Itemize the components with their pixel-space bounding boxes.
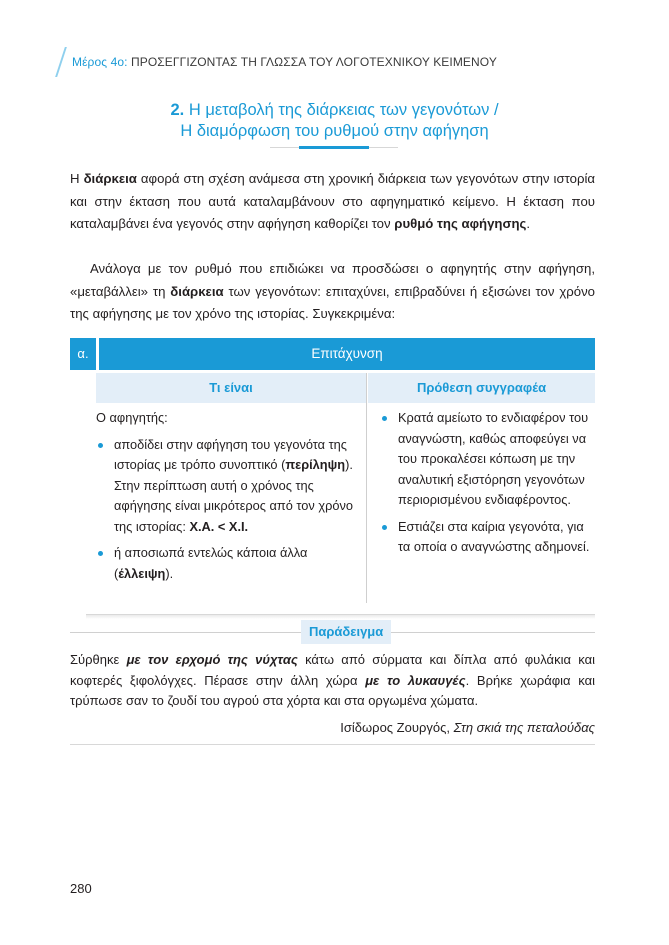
emphasis: με τον ερχομό της νύχτας [126, 652, 298, 667]
section-title-line2: Η διαμόρφωση του ρυθμού στην αφήγηση [180, 122, 489, 140]
text: κάτω από σύρματα και δίπλα από φυλάκια και κοφτερές ξιφολόγχες. Πέρασε στην άλλη χώρα [70, 652, 595, 688]
text: Κρατά αμείωτο το ενδιαφέρον του αναγνώστη, καθώς αποφεύγει να του προκαλέσει κόπωση με την αναλυτική εξιστόρηση γεγονότων περιορισμένου ενδιαφέροντος. [398, 410, 589, 507]
paragraph-change [70, 258, 595, 326]
example-label: Παράδειγμα [301, 620, 391, 644]
running-header [72, 55, 497, 69]
list-item [380, 517, 595, 558]
term-duration: διάρκεια [83, 171, 137, 186]
header-decoration [55, 47, 67, 77]
text: . Βρήκε χωράφια και τρύπωσε σαν το ζουδί του αγρού στα χόρτα και στα οργωμένα χώματα. [70, 672, 596, 708]
text: ή αποσιωπά εντελώς κάποια άλλα ( [114, 545, 308, 581]
table-heading: Επιτάχυνση [99, 338, 595, 370]
section-title [0, 100, 669, 142]
intent-list [380, 408, 595, 558]
column-divider [366, 373, 367, 603]
term-summary: περίληψη [285, 457, 346, 472]
text: Σύρθηκε [70, 652, 127, 667]
text: ). Στην περίπτωση αυτή ο χρόνος της αφήγησης είναι μικρότερος από τον χρόνο της ιστορίας: [114, 457, 353, 534]
bullet-icon [382, 525, 387, 530]
header-title: ΠΡΟΣΕΓΓΙΖΟΝΤΑΣ ΤΗ ΓΛΩΣΣΑ ΤΟΥ ΛΟΓΟΤΕΧΝΙΚΟΥ ΚΕΙΜΕΝΟΥ [130, 55, 497, 69]
term-duration: διάρκεια [170, 283, 224, 299]
example-text [70, 650, 595, 712]
acceleration-table [70, 338, 595, 614]
table-label: α. [70, 338, 96, 370]
bullet-icon [382, 416, 387, 421]
header-part: Μέρος 4ο: [72, 55, 128, 69]
text: Η [70, 171, 84, 186]
text: Ανάλογα με τον ρυθμό που επιδιώκει να προσδώσει ο αφηγητής στην αφήγηση, «μεταβάλλει» τη [70, 261, 595, 299]
source-author: Ισίδωρος Ζουργός, [340, 720, 450, 735]
example-source [340, 718, 595, 738]
page-number: 280 [70, 881, 92, 896]
text: αφορά στη σχέση ανάμεσα στη χρονική διάρκεια των γεγονότων στην ιστορία και στην έκταση που αυτά καταλαμβάνουν στο αφηγηματικό κείμενο. Η έκταση που καταλαμβάνει ένα γεγονός στην αφήγηση καθορίζει τον [70, 171, 595, 231]
bullet-icon [98, 551, 103, 556]
table-shadow [86, 615, 595, 619]
emphasis: με το λυκαυγές [365, 672, 466, 688]
section-number: 2. [170, 101, 185, 119]
list-item [380, 408, 595, 511]
formula: Χ.Α. < Χ.Ι. [189, 518, 249, 534]
column-header-intent: Πρόθεση συγγραφέα [368, 373, 595, 403]
text: ). [165, 565, 174, 581]
column-intent [380, 408, 595, 564]
term-rhythm: ρυθμό της αφήγησης [394, 216, 527, 231]
example-bottom-border [70, 744, 595, 745]
narrator-intro: Ο αφηγητής: [96, 410, 168, 425]
text: των γεγονότων: επιταχύνει, επιβραδύνει ή εξισώνει τον χρόνο της αφήγησης με τον χρόνο της ιστορίας. Συγκεκριμένα: [70, 283, 595, 321]
section-title-line1: Η μεταβολή της διάρκειας των γεγονότων / [188, 101, 499, 119]
text: . [526, 216, 531, 231]
title-underline [299, 146, 369, 149]
list-item [96, 435, 358, 538]
what-list [96, 435, 358, 585]
bullet-icon [98, 443, 103, 448]
text: Εστιάζει στα καίρια γεγονότα, για τα οποία ο αναγνώστης αδημονεί. [398, 518, 590, 554]
text: αποδίδει στην αφήγηση του γεγονότα της ιστορίας με τρόπο συνοπτικό ( [114, 436, 347, 472]
term-ellipsis: έλλειψη [118, 565, 166, 581]
paragraph-duration [70, 168, 595, 236]
column-header-what: Τι είναι [96, 373, 366, 403]
source-work: Στη σκιά της πεταλούδας [453, 720, 595, 735]
column-what [96, 408, 358, 590]
list-item [96, 543, 358, 584]
